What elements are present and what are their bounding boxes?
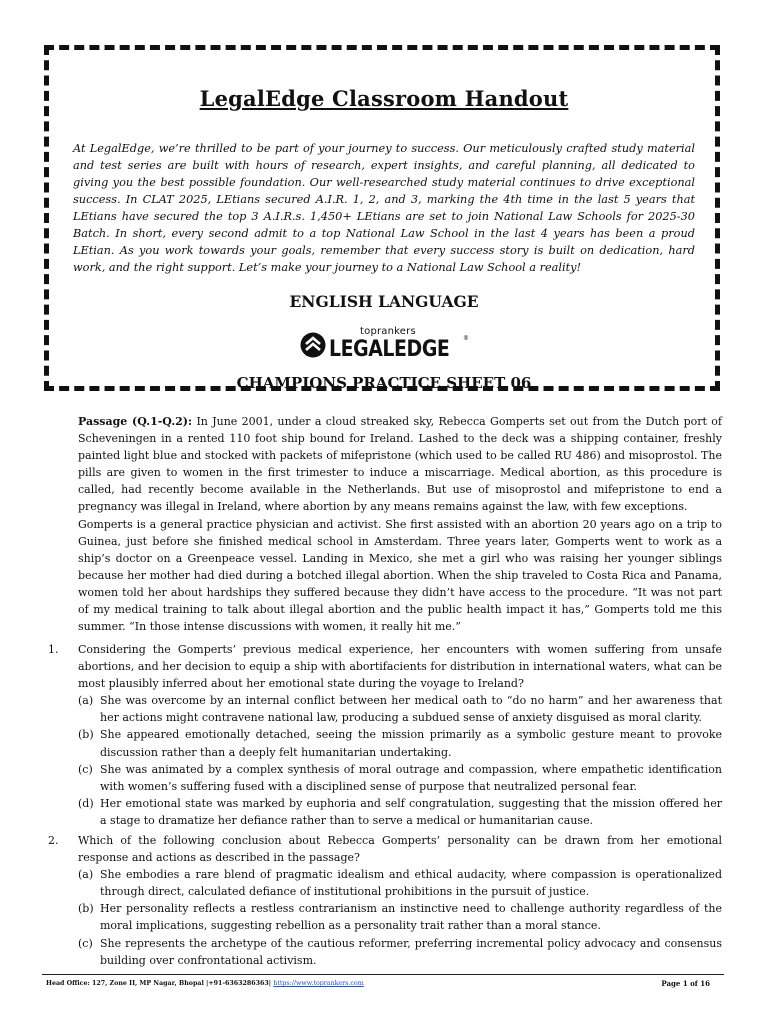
question-1: [48, 641, 722, 829]
passage-paragraph-2: Gomperts is a general practice physician and activist. She first assisted with an abortion 20 years ago on a trip to Guinea, just before she finished medical school in Amsterdam. Three years later, Gomperts went to work as a ship’s doctor on a Greenpeace vessel. Landing in Mexico, she met a girl who was raising her younger siblings because her mother had died during a botched illegal abortion. When the ship traveled to Costa Rica and Panama, women told her about hardships they suffered because they didn’t have access to the procedure. “It was not part of my medical training to talk about illegal abortion and the public health impact it has,” Gomperts told me this summer. “In those intense discussions with women, it really hit me.”: [78, 517, 722, 634]
passage-text-1: In June 2001, under a cloud streaked sky, Rebecca Gomperts set out from the Dutch port of Scheveningen in a rented 110 foot ship bound for Ireland. Lashed to the deck was a shipping container, freshly painted light blue and stocked with packets of mifepristone (which used to be called RU 486) and misoprostol. The pills are given to women in the first trimester to induce a miscarriage. Medical abortion, as this procedure is called, had recently become available in the Netherlands. But use of misoprostol and mifepristone to end a pregnancy was illegal in Ireland, where abortion by any means remains against the law, with few exceptions.: [78, 415, 722, 514]
option-text: Her emotional state was marked by euphoria and self congratulation, suggesting that the mission offered her a stage to dramatize her defiance rather than to serve a medical or humanitarian cause.: [100, 796, 722, 827]
question-stem: Considering the Gomperts’ previous medical experience, her encounters with women suffering from unsafe abortions, and her decision to equip a ship with abortifacients for distribution in international waters, what can be most plausibly inferred about her emotional state during the voyage to Ireland?: [78, 643, 722, 691]
passage: [78, 413, 722, 635]
page-of: of: [687, 979, 701, 988]
sheet-title: CHAMPIONS PRACTICE SHEET 06: [236, 374, 532, 392]
legaledge-logo: [300, 326, 475, 366]
intro-paragraph: At LegalEdge, we’re thrilled to be part of your journey to success. Our meticulously crafted study material and test series are built with hours of research, expert insights, and careful planning, all dedicated to giving you the best possible foundation. Our well-researched study material continues to drive exceptional success. In CLAT 2025, LEtians secured A.I.R. 1, 2, and 3, marking the 4th time in the last 5 years that LEtians have secured the top 3 A.I.R.s. 1,450+ LEtians are set to join National Law Schools for 2025-30 Batch. In short, every second admit to a top National Law School in the last 4 years has been a proud LEtian. As you work towards your goals, remember that every success story is built on dedication, hard work, and the right support. Let’s make your journey to a National Law School a reality!: [73, 142, 695, 274]
footer-divider: [42, 974, 724, 975]
chevron-logo-icon: [300, 330, 326, 360]
option-text: She was animated by a complex synthesis of moral outrage and compassion, where empathetic identification with women’s suffering fused with a disciplined sense of purpose that neutralized personal fear.: [100, 762, 722, 793]
option-label: (b): [78, 728, 94, 742]
option-label: (c): [78, 936, 93, 950]
page-number: [661, 979, 710, 988]
page-current: 1: [682, 979, 688, 988]
option-label: (a): [78, 868, 94, 882]
question-2: [48, 832, 722, 969]
passage-lead: Passage (Q.1-Q.2):: [78, 415, 193, 428]
page-prefix: Page: [661, 979, 683, 988]
option-label: (b): [78, 902, 94, 916]
option-label: (c): [78, 762, 93, 776]
option-d: [78, 795, 722, 829]
page-title: LegalEdge Classroom Handout: [199, 86, 569, 111]
option-b: [78, 726, 722, 760]
question-number: 2.: [48, 834, 59, 847]
page-total: 16: [700, 979, 710, 988]
option-text: Her personality reflects a restless contrarianism an instinctive need to challenge authority regardless of the moral implications, suggesting rebellion as a personality trait rather than a moral stance.: [100, 902, 722, 933]
logo-wordmark: LEGALEDGE: [329, 337, 450, 362]
option-b: [78, 900, 722, 934]
question-number: 1.: [48, 643, 59, 656]
option-text: She embodies a rare blend of pragmatic idealism and ethical audacity, where compassion is operationalized through direct, calculated defiance of institutional prohibitions in the pursuit of justice.: [100, 868, 722, 899]
option-text: She appeared emotionally detached, seeing the mission primarily as a symbolic gesture meant to provoke discussion rather than a deeply felt humanitarian undertaking.: [100, 728, 722, 759]
option-text: She represents the archetype of the cautious reformer, preferring incremental policy advocacy and consensus building over confrontational activism.: [100, 936, 722, 967]
passage-paragraph-1: [78, 413, 722, 516]
section-heading: ENGLISH LANGUAGE: [289, 292, 479, 311]
option-a: [78, 866, 722, 900]
option-text: She was overcome by an internal conflict between her medical oath to “do no harm” and her awareness that her actions might contravene national law, producing a subdued sense of anxiety disguised as moral clarity.: [100, 694, 722, 725]
logo-subtext: toprankers: [360, 326, 416, 337]
option-c: [78, 761, 722, 795]
footer-address: Head Office: 127, Zone II, MP Nagar, Bhopal |+91-6363286363|: [46, 980, 274, 987]
option-a: [78, 692, 722, 726]
option-label: (a): [78, 694, 94, 708]
question-stem: Which of the following conclusion about Rebecca Gomperts’ personality can be drawn from her emotional response and actions as described in the passage?: [78, 834, 722, 865]
option-c: [78, 935, 722, 969]
logo-registered-mark: ®: [463, 335, 469, 342]
footer-office: [46, 980, 364, 987]
option-label: (d): [78, 796, 94, 810]
footer-website-link[interactable]: https://www.toprankers.com: [273, 980, 364, 987]
